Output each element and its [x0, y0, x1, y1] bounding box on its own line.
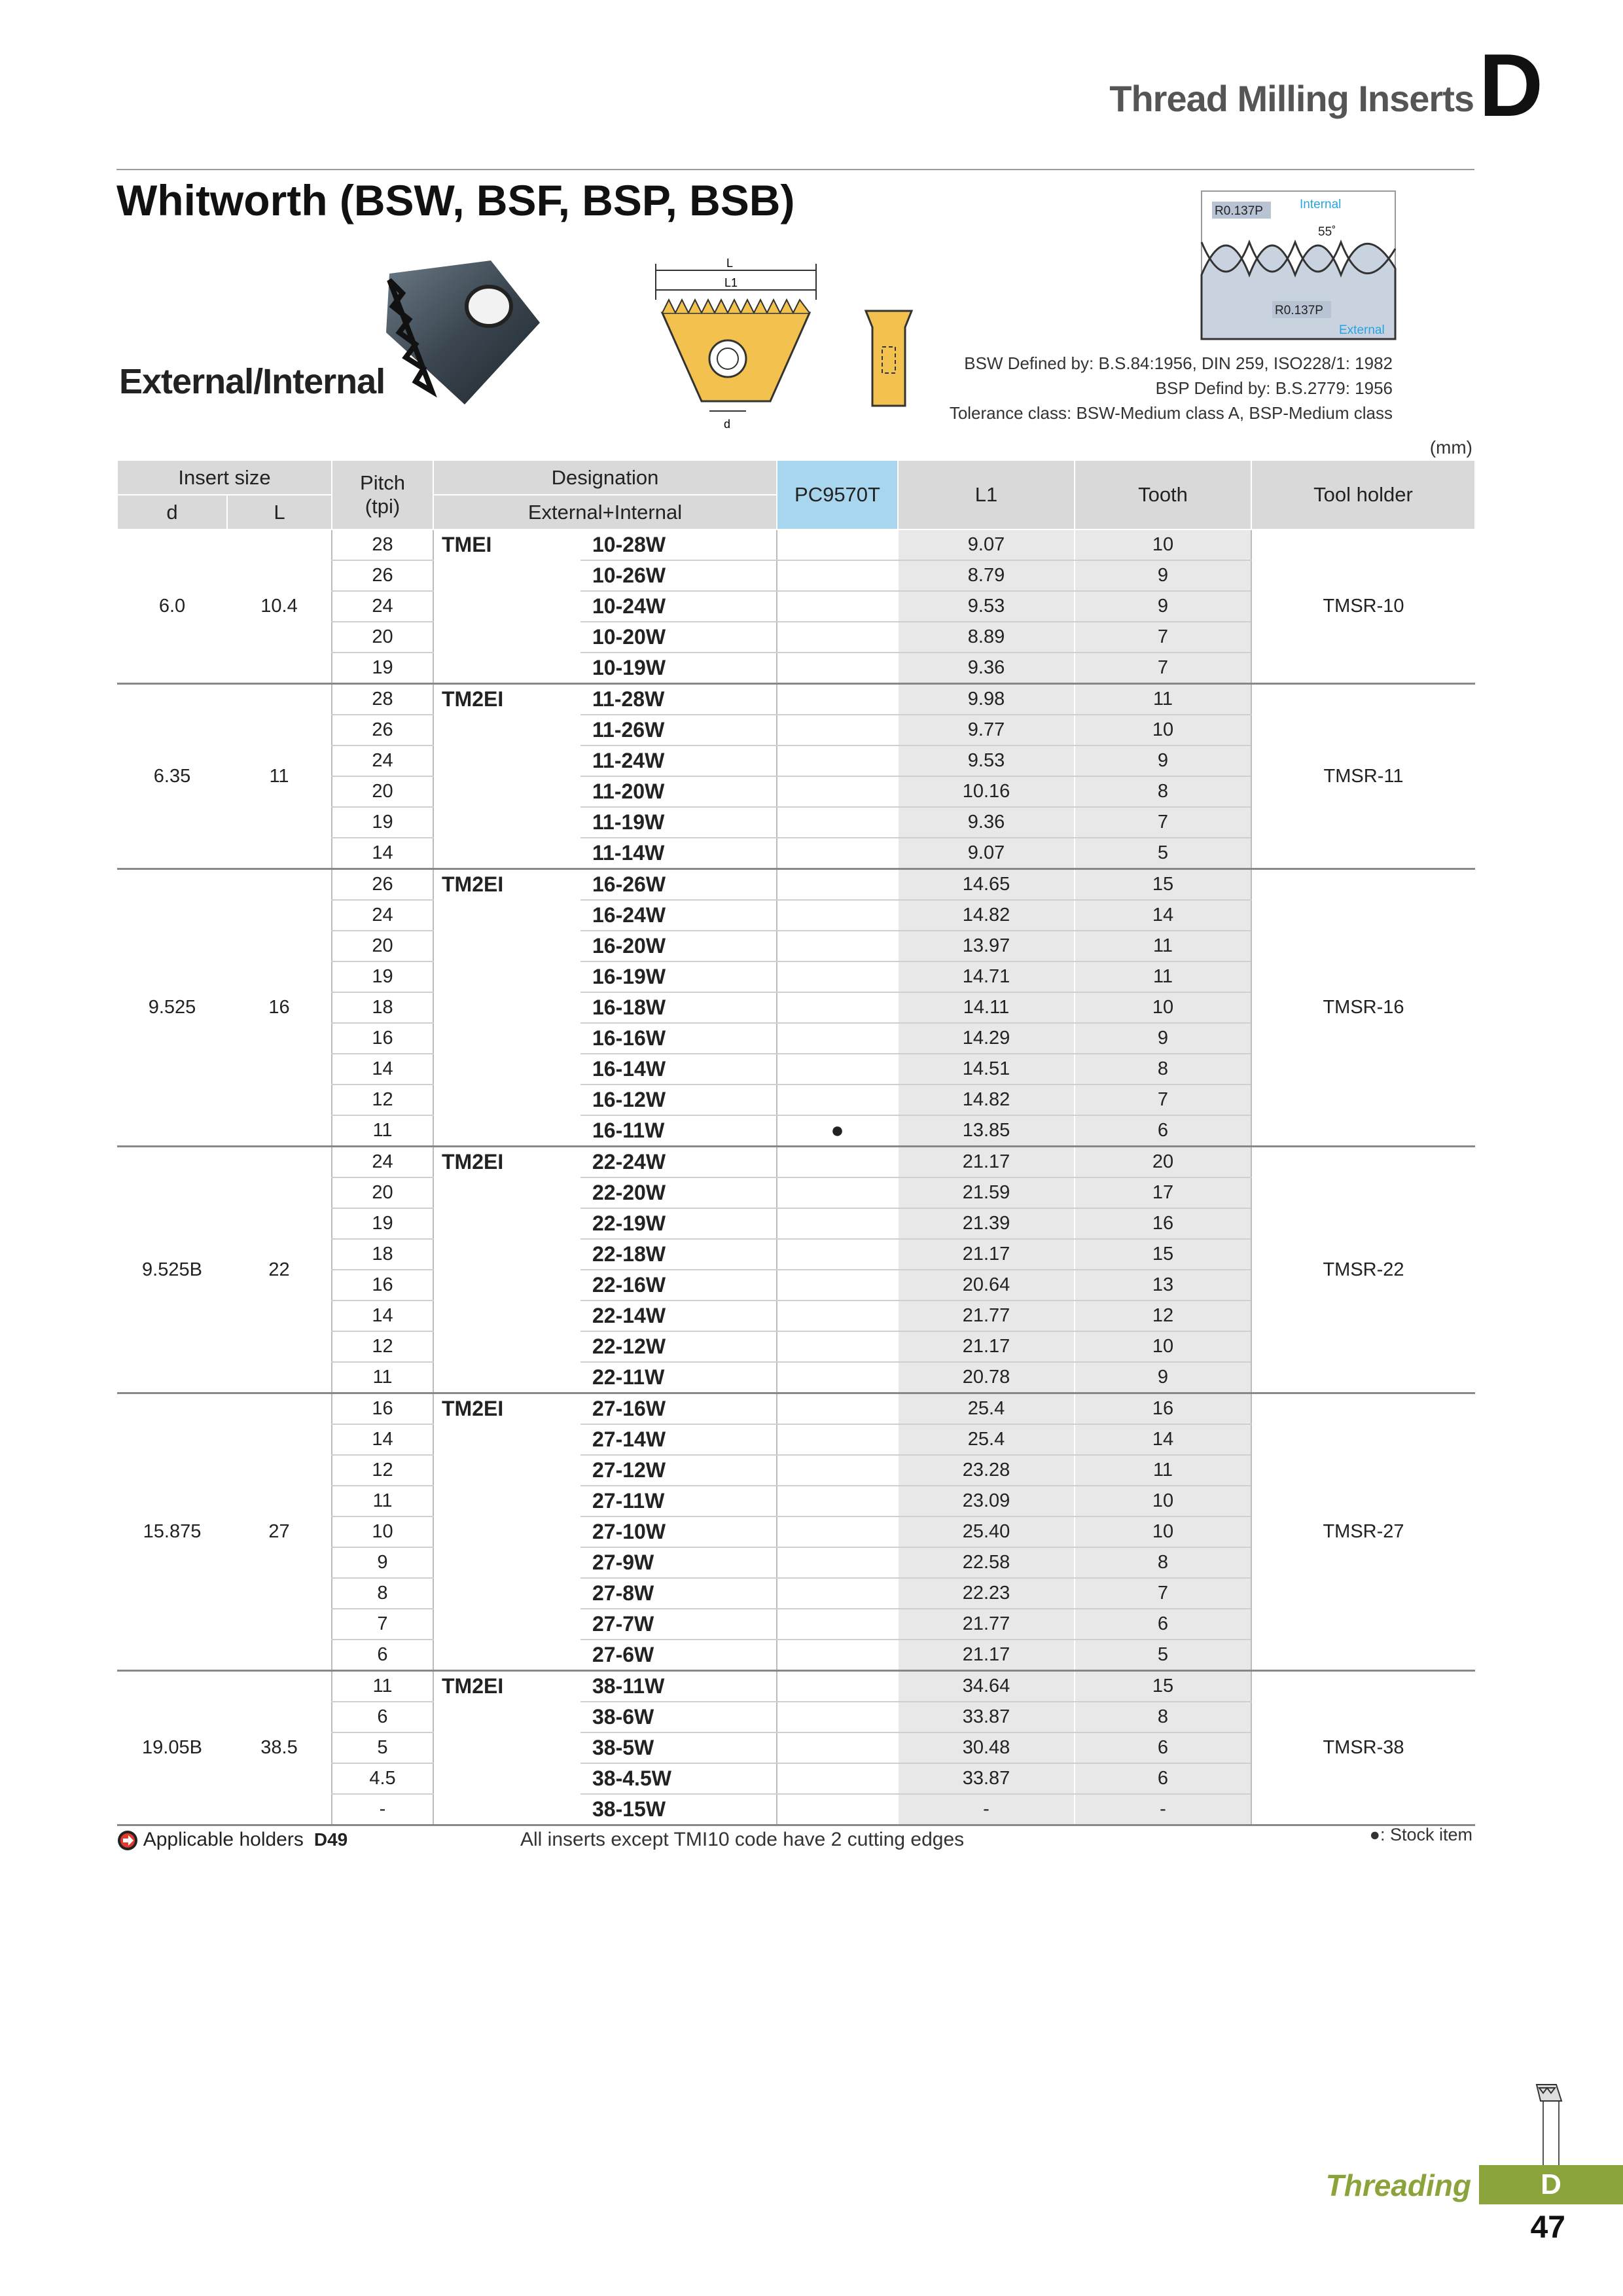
tooth-cell: 10	[1075, 715, 1251, 745]
pitch-cell: 11	[332, 1115, 433, 1147]
tooth-cell: 15	[1075, 869, 1251, 901]
designation-cell: 27-8W	[580, 1578, 777, 1609]
pitch-cell: 8	[332, 1578, 433, 1609]
l1-cell: 8.89	[898, 622, 1075, 653]
tool-holder-cell: TMSR-38	[1251, 1671, 1475, 1825]
tooth-cell: 7	[1075, 622, 1251, 653]
series-cell: TM2EI	[433, 1671, 580, 1825]
tooth-cell: 5	[1075, 838, 1251, 869]
tooth-cell: 15	[1075, 1671, 1251, 1702]
pitch-cell: 18	[332, 1239, 433, 1270]
insert-L-cell: 38.5	[227, 1671, 332, 1825]
insert-L-cell: 22	[227, 1147, 332, 1393]
designation-cell: 16-18W	[580, 992, 777, 1023]
l1-cell: 9.07	[898, 838, 1075, 869]
insert-L-cell: 27	[227, 1393, 332, 1671]
tooth-cell: 10	[1075, 1486, 1251, 1516]
insert-d-cell: 6.0	[117, 529, 227, 684]
tooth-cell: 17	[1075, 1177, 1251, 1208]
stock-cell	[777, 776, 898, 807]
l1-cell: 9.98	[898, 684, 1075, 715]
table-row	[117, 1147, 1475, 1178]
pitch-cell: 20	[332, 776, 433, 807]
l1-cell: 25.4	[898, 1393, 1075, 1425]
designation-cell: 27-9W	[580, 1547, 777, 1578]
pitch-cell: 11	[332, 1362, 433, 1393]
l1-cell: 21.17	[898, 1331, 1075, 1362]
l1-cell: 21.17	[898, 1239, 1075, 1270]
tooth-cell: 11	[1075, 931, 1251, 961]
stock-cell	[777, 1702, 898, 1732]
stock-cell	[777, 745, 898, 776]
pitch-cell: 20	[332, 931, 433, 961]
tooth-cell: 20	[1075, 1147, 1251, 1178]
designation-cell: 27-14W	[580, 1424, 777, 1455]
page-number: 47	[1530, 2210, 1565, 2245]
pitch-cell: 16	[332, 1023, 433, 1054]
designation-cell: 16-16W	[580, 1023, 777, 1054]
stock-cell	[777, 1270, 898, 1300]
series-cell: TMEI	[433, 529, 580, 684]
stock-cell	[777, 1054, 898, 1085]
stock-cell	[777, 1455, 898, 1486]
l1-cell: 14.82	[898, 1085, 1075, 1115]
l1-cell: 21.59	[898, 1177, 1075, 1208]
stock-cell	[777, 900, 898, 931]
header-grade: PC9570T	[777, 460, 898, 529]
stock-cell	[777, 807, 898, 838]
standard-line-1: BSW Defined by: B.S.84:1956, DIN 259, ISO228/1: 1982	[964, 353, 1393, 373]
stock-cell	[777, 1023, 898, 1054]
header-tooth: Tooth	[1075, 460, 1251, 529]
header-tpi-label: (tpi)	[365, 495, 401, 518]
tooth-cell: 5	[1075, 1640, 1251, 1671]
cutting-edges-note: All inserts except TMI10 code have 2 cutting edges	[520, 1829, 965, 1850]
l1-cell: 9.07	[898, 529, 1075, 560]
header-l1: L1	[898, 460, 1075, 529]
stock-cell	[777, 591, 898, 622]
pitch-cell: 24	[332, 591, 433, 622]
stock-cell	[777, 838, 898, 869]
pitch-cell: 20	[332, 1177, 433, 1208]
stock-cell	[777, 1640, 898, 1671]
designation-cell: 38-15W	[580, 1794, 777, 1825]
insert-table	[116, 459, 1476, 1826]
tool-holder-cell: TMSR-16	[1251, 869, 1475, 1147]
l1-cell: 13.97	[898, 931, 1075, 961]
designation-cell: 38-6W	[580, 1702, 777, 1732]
pitch-cell: 24	[332, 900, 433, 931]
tooth-cell: 9	[1075, 1362, 1251, 1393]
insert-L-cell: 11	[227, 684, 332, 869]
tooth-cell: 8	[1075, 1547, 1251, 1578]
designation-cell: 22-19W	[580, 1208, 777, 1239]
designation-cell: 11-19W	[580, 807, 777, 838]
section-label-threading: Threading	[1325, 2168, 1471, 2202]
designation-cell: 10-26W	[580, 560, 777, 591]
designation-cell: 16-14W	[580, 1054, 777, 1085]
stock-cell	[777, 560, 898, 591]
l1-cell: 9.36	[898, 653, 1075, 684]
stock-cell	[777, 684, 898, 715]
series-cell: TM2EI	[433, 1393, 580, 1671]
arrow-right-icon	[116, 1829, 139, 1852]
l1-cell: 23.28	[898, 1455, 1075, 1486]
pitch-cell: 14	[332, 1424, 433, 1455]
l1-cell: 9.77	[898, 715, 1075, 745]
stock-cell	[777, 931, 898, 961]
l1-cell: 23.09	[898, 1486, 1075, 1516]
pitch-cell: 5	[332, 1732, 433, 1763]
section-letter: D	[1478, 35, 1543, 135]
pitch-cell: 4.5	[332, 1763, 433, 1794]
l1-cell: 33.87	[898, 1763, 1075, 1794]
tooth-cell: 12	[1075, 1300, 1251, 1331]
label-L: L	[726, 257, 734, 270]
tooth-cell: 7	[1075, 1578, 1251, 1609]
stock-cell	[777, 1393, 898, 1425]
tooth-cell: 10	[1075, 529, 1251, 560]
standard-line-3: Tolerance class: BSW-Medium class A, BSP-Medium class	[949, 403, 1393, 423]
l1-cell: 14.65	[898, 869, 1075, 901]
stock-cell	[777, 1732, 898, 1763]
pitch-cell: 16	[332, 1393, 433, 1425]
tooth-cell: 7	[1075, 807, 1251, 838]
designation-cell: 38-4.5W	[580, 1763, 777, 1794]
pitch-cell: 26	[332, 715, 433, 745]
stock-legend: ●: Stock item	[1369, 1825, 1472, 1844]
tooth-cell: 15	[1075, 1239, 1251, 1270]
designation-cell: 10-28W	[580, 529, 777, 560]
thread-profile-diagram	[1200, 190, 1397, 340]
stock-cell	[777, 653, 898, 684]
stock-cell	[777, 1763, 898, 1794]
l1-cell: 21.17	[898, 1147, 1075, 1178]
header-external-internal: External+Internal	[433, 495, 777, 529]
series-cell: TM2EI	[433, 684, 580, 869]
header-designation: Designation	[433, 460, 777, 495]
stock-cell	[777, 1331, 898, 1362]
stock-cell	[777, 1085, 898, 1115]
insert-table-body	[117, 529, 1475, 1825]
designation-cell: 16-19W	[580, 961, 777, 992]
designation-cell: 11-14W	[580, 838, 777, 869]
pitch-cell: 6	[332, 1640, 433, 1671]
standard-line-2: BSP Defind by: B.S.2779: 1956	[1155, 378, 1393, 398]
table-row	[117, 1671, 1475, 1702]
designation-cell: 11-20W	[580, 776, 777, 807]
tooth-cell: 8	[1075, 1054, 1251, 1085]
page-title: Whitworth (BSW, BSF, BSP, BSB)	[116, 176, 795, 224]
pitch-cell: 14	[332, 1300, 433, 1331]
pitch-cell: 28	[332, 529, 433, 560]
header-divider	[116, 169, 1474, 170]
insert-photo-image	[376, 260, 540, 408]
applicable-holders-ref[interactable]: D49	[313, 1829, 348, 1850]
tooth-cell: 6	[1075, 1609, 1251, 1640]
tooth-cell: 6	[1075, 1115, 1251, 1147]
applicable-holders-label: Applicable holders	[143, 1829, 304, 1850]
stock-cell	[777, 1147, 898, 1178]
insert-dimension-diagram	[649, 254, 823, 429]
tool-holder-cell: TMSR-11	[1251, 684, 1475, 869]
tooth-cell: 11	[1075, 1455, 1251, 1486]
pitch-cell: 20	[332, 622, 433, 653]
l1-cell: 10.16	[898, 776, 1075, 807]
stock-cell	[777, 1516, 898, 1547]
l1-cell: 21.39	[898, 1208, 1075, 1239]
pitch-cell: 11	[332, 1671, 433, 1702]
designation-cell: 27-6W	[580, 1640, 777, 1671]
profile-label-external: External	[1339, 323, 1385, 337]
sub-title: External/Internal	[119, 362, 385, 401]
l1-cell: 14.11	[898, 992, 1075, 1023]
designation-cell: 16-12W	[580, 1085, 777, 1115]
designation-cell: 22-18W	[580, 1239, 777, 1270]
designation-cell: 22-11W	[580, 1362, 777, 1393]
designation-cell: 38-11W	[580, 1671, 777, 1702]
tool-holder-cell: TMSR-27	[1251, 1393, 1475, 1671]
stock-cell	[777, 1300, 898, 1331]
table-row	[117, 529, 1475, 560]
profile-angle: 55˚	[1318, 225, 1336, 239]
pitch-cell: 26	[332, 560, 433, 591]
tooth-cell: 9	[1075, 745, 1251, 776]
designation-cell: 22-16W	[580, 1270, 777, 1300]
table-row	[117, 684, 1475, 715]
tooth-cell: 9	[1075, 560, 1251, 591]
l1-cell: -	[898, 1794, 1075, 1825]
pitch-cell: 16	[332, 1270, 433, 1300]
header-tool-holder: Tool holder	[1251, 460, 1475, 529]
pitch-cell: 18	[332, 992, 433, 1023]
insert-d-cell: 6.35	[117, 684, 227, 869]
designation-cell: 16-24W	[580, 900, 777, 931]
l1-cell: 25.4	[898, 1424, 1075, 1455]
designation-cell: 11-26W	[580, 715, 777, 745]
designation-cell: 11-24W	[580, 745, 777, 776]
pitch-cell: 14	[332, 1054, 433, 1085]
designation-cell: 22-20W	[580, 1177, 777, 1208]
stock-cell: ●	[777, 1115, 898, 1147]
designation-cell: 22-12W	[580, 1331, 777, 1362]
stock-cell	[777, 1671, 898, 1702]
designation-cell: 10-19W	[580, 653, 777, 684]
header-d: d	[117, 495, 227, 529]
stock-cell	[777, 1362, 898, 1393]
designation-cell: 27-7W	[580, 1609, 777, 1640]
insert-L-cell: 16	[227, 869, 332, 1147]
stock-cell	[777, 1547, 898, 1578]
tooth-cell: 6	[1075, 1763, 1251, 1794]
tooth-cell: 10	[1075, 1516, 1251, 1547]
l1-cell: 30.48	[898, 1732, 1075, 1763]
pitch-cell: 10	[332, 1516, 433, 1547]
tooth-cell: 10	[1075, 1331, 1251, 1362]
section-tab[interactable]: D	[1479, 2165, 1623, 2204]
designation-cell: 22-24W	[580, 1147, 777, 1178]
pitch-cell: 24	[332, 1147, 433, 1178]
tooth-cell: 11	[1075, 684, 1251, 715]
designation-cell: 10-24W	[580, 591, 777, 622]
profile-label-top: R0.137P	[1215, 204, 1263, 218]
pitch-cell: 19	[332, 807, 433, 838]
stock-cell	[777, 1177, 898, 1208]
l1-cell: 20.64	[898, 1270, 1075, 1300]
stock-cell	[777, 1794, 898, 1825]
designation-cell: 27-11W	[580, 1486, 777, 1516]
insert-side-view-diagram	[863, 308, 915, 412]
pitch-cell: 24	[332, 745, 433, 776]
l1-cell: 9.53	[898, 591, 1075, 622]
insert-L-cell: 10.4	[227, 529, 332, 684]
pitch-cell: 19	[332, 653, 433, 684]
insert-d-cell: 15.875	[117, 1393, 227, 1671]
pitch-cell: 11	[332, 1486, 433, 1516]
l1-cell: 13.85	[898, 1115, 1075, 1147]
profile-label-internal: Internal	[1300, 198, 1342, 211]
stock-cell	[777, 1239, 898, 1270]
tooth-cell: 11	[1075, 961, 1251, 992]
designation-cell: 27-10W	[580, 1516, 777, 1547]
designation-cell: 16-26W	[580, 869, 777, 901]
threading-tool-icon	[1524, 2081, 1576, 2166]
l1-cell: 14.51	[898, 1054, 1075, 1085]
designation-cell: 11-28W	[580, 684, 777, 715]
tooth-cell: 9	[1075, 1023, 1251, 1054]
table-row	[117, 1393, 1475, 1425]
tool-holder-cell: TMSR-22	[1251, 1147, 1475, 1393]
pitch-cell: 14	[332, 838, 433, 869]
header-pitch	[332, 460, 433, 529]
designation-cell: 22-14W	[580, 1300, 777, 1331]
l1-cell: 20.78	[898, 1362, 1075, 1393]
l1-cell: 9.53	[898, 745, 1075, 776]
insert-d-cell: 9.525	[117, 869, 227, 1147]
tooth-cell: 14	[1075, 900, 1251, 931]
l1-cell: 8.79	[898, 560, 1075, 591]
l1-cell: 25.40	[898, 1516, 1075, 1547]
pitch-cell: 12	[332, 1331, 433, 1362]
stock-cell	[777, 1424, 898, 1455]
designation-cell: 27-12W	[580, 1455, 777, 1486]
designation-cell: 16-20W	[580, 931, 777, 961]
l1-cell: 14.82	[898, 900, 1075, 931]
stock-cell	[777, 1578, 898, 1609]
pitch-cell: 19	[332, 1208, 433, 1239]
pitch-cell: -	[332, 1794, 433, 1825]
stock-cell	[777, 715, 898, 745]
pitch-cell: 6	[332, 1702, 433, 1732]
pitch-cell: 12	[332, 1085, 433, 1115]
header-pitch-label: Pitch	[360, 471, 405, 494]
stock-cell	[777, 1609, 898, 1640]
stock-cell	[777, 992, 898, 1023]
tooth-cell: 9	[1075, 591, 1251, 622]
designation-cell: 27-16W	[580, 1393, 777, 1425]
l1-cell: 34.64	[898, 1671, 1075, 1702]
l1-cell: 33.87	[898, 1702, 1075, 1732]
designation-cell: 10-20W	[580, 622, 777, 653]
l1-cell: 22.23	[898, 1578, 1075, 1609]
tooth-cell: 16	[1075, 1208, 1251, 1239]
table-row	[117, 869, 1475, 901]
l1-cell: 22.58	[898, 1547, 1075, 1578]
header-title: Thread Milling Inserts	[1109, 78, 1474, 119]
label-L1: L1	[724, 276, 738, 289]
pitch-cell: 7	[332, 1609, 433, 1640]
header-insert-size: Insert size	[117, 460, 332, 495]
pitch-cell: 19	[332, 961, 433, 992]
pitch-cell: 28	[332, 684, 433, 715]
tooth-cell: 8	[1075, 1702, 1251, 1732]
tool-holder-cell: TMSR-10	[1251, 529, 1475, 684]
tooth-cell: 6	[1075, 1732, 1251, 1763]
unit-label: (mm)	[1429, 437, 1472, 457]
tooth-cell: 16	[1075, 1393, 1251, 1425]
label-d: d	[724, 418, 731, 429]
tooth-cell: 8	[1075, 776, 1251, 807]
l1-cell: 14.71	[898, 961, 1075, 992]
l1-cell: 21.17	[898, 1640, 1075, 1671]
profile-label-bottom: R0.137P	[1275, 304, 1323, 317]
tooth-cell: -	[1075, 1794, 1251, 1825]
stock-cell	[777, 869, 898, 901]
tooth-cell: 13	[1075, 1270, 1251, 1300]
series-cell: TM2EI	[433, 869, 580, 1147]
pitch-cell: 9	[332, 1547, 433, 1578]
insert-d-cell: 9.525B	[117, 1147, 227, 1393]
tooth-cell: 14	[1075, 1424, 1251, 1455]
applicable-holders[interactable]	[116, 1829, 348, 1852]
stock-cell	[777, 1486, 898, 1516]
tooth-cell: 7	[1075, 1085, 1251, 1115]
series-cell: TM2EI	[433, 1147, 580, 1393]
insert-d-cell: 19.05B	[117, 1671, 227, 1825]
tooth-cell: 7	[1075, 653, 1251, 684]
stock-cell	[777, 1208, 898, 1239]
stock-cell	[777, 622, 898, 653]
stock-cell	[777, 961, 898, 992]
l1-cell: 21.77	[898, 1609, 1075, 1640]
designation-cell: 16-11W	[580, 1115, 777, 1147]
tooth-cell: 10	[1075, 992, 1251, 1023]
designation-cell: 38-5W	[580, 1732, 777, 1763]
l1-cell: 14.29	[898, 1023, 1075, 1054]
pitch-cell: 26	[332, 869, 433, 901]
stock-cell	[777, 529, 898, 560]
l1-cell: 21.77	[898, 1300, 1075, 1331]
pitch-cell: 12	[332, 1455, 433, 1486]
l1-cell: 9.36	[898, 807, 1075, 838]
header-L: L	[227, 495, 332, 529]
